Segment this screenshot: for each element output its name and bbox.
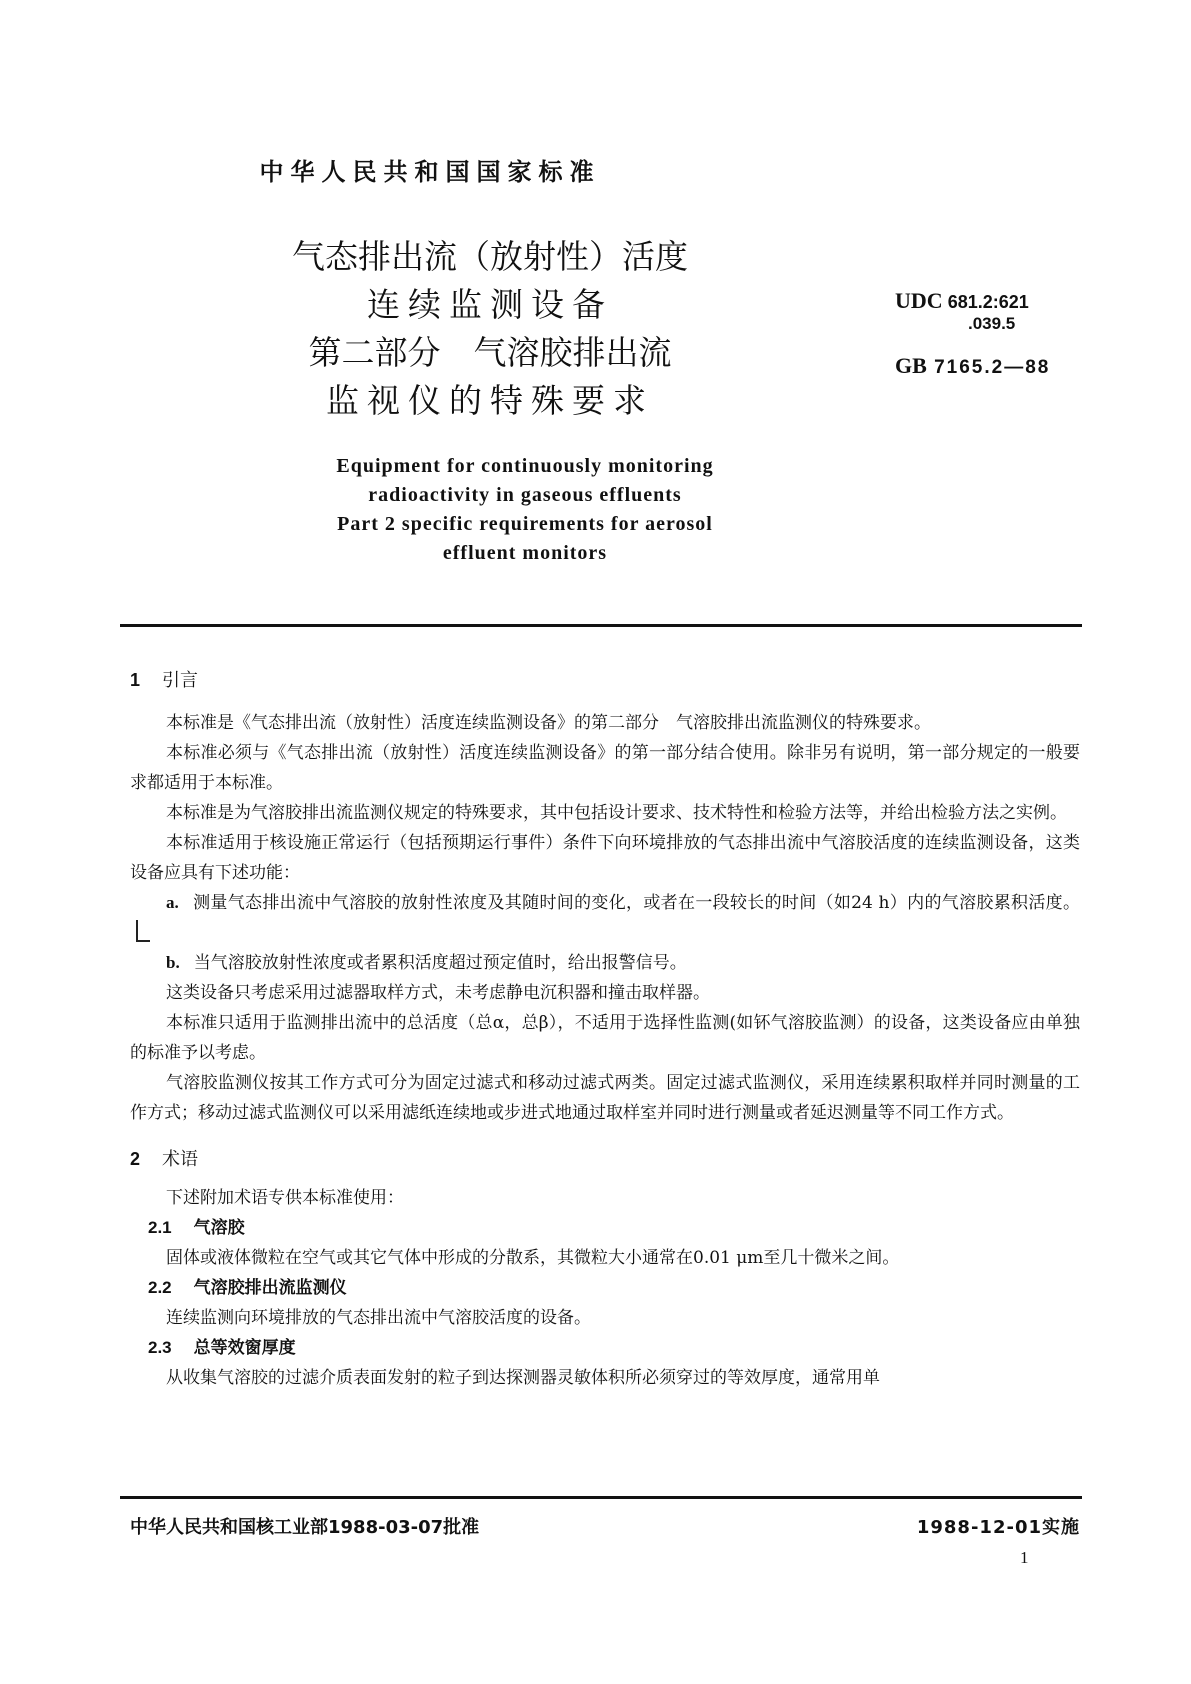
term-name: 气溶胶排出流监测仪 [193, 1278, 347, 1298]
approval-info: 中华人民共和国核工业部1988-03-07批准 [130, 1517, 480, 1538]
udc-label: UDC [895, 288, 943, 313]
en-title-line-4: effluent monitors [442, 542, 608, 564]
classification-codes [895, 290, 1095, 379]
udc-value-cont: .039.5 [968, 314, 1016, 333]
page-number: 1 [1020, 1548, 1029, 1567]
paragraph: 本标准只适用于监测排出流中的总活度（总α，总β），不适用于选择性监测(如钚气溶胶监测）的设备，这类设备应由单独的标准予以考虑。 [130, 1013, 1080, 1063]
section-2-heading [130, 1146, 1080, 1173]
term-name: 气溶胶 [193, 1218, 245, 1238]
section-title: 术语 [162, 1149, 199, 1170]
paragraph: 本标准适用于核设施正常运行（包括预期运行事件）条件下向环境排放的气态排出流中气溶胶活度的连续监测设备，这类设备应具有下述功能： [130, 833, 1080, 883]
paragraph: 本标准是《气态排出流（放射性）活度连续监测设备》的第二部分 气溶胶排出流监测仪的特殊要求。 [166, 713, 931, 733]
chinese-title [240, 233, 740, 425]
paragraph: 下述附加术语专供本标准使用： [166, 1188, 404, 1208]
section-number: 1 [130, 670, 141, 690]
term-definition: 从收集气溶胶的过滤介质表面发射的粒子到达探测器灵敏体积所必须穿过的等效厚度，通常用单 [166, 1368, 880, 1388]
effective-date: 1988-12-01实施 [916, 1517, 1080, 1538]
list-item-a [130, 888, 1080, 948]
gb-value: 7165.2—88 [934, 357, 1051, 378]
item-label: a. [166, 893, 179, 912]
english-title [250, 452, 800, 568]
udc-code [895, 290, 1095, 313]
title-line-3: 第二部分 气溶胶排出流 [308, 333, 672, 372]
item-text: 测量气态排出流中气溶胶的放射性浓度及其随时间的变化，或者在一段较长的时间（如24 h）内的气溶胶累积活度。 [192, 893, 1080, 913]
udc-value: 681.2:621 [947, 292, 1029, 312]
paragraph: 本标准是为气溶胶排出流监测仪规定的特殊要求，其中包括设计要求、技术特性和检验方法等，并给出检验方法之实例。 [166, 803, 1067, 823]
en-title-line-1: Equipment for continuously monitoring [336, 455, 714, 477]
header-divider [120, 624, 1082, 627]
term-heading [130, 1213, 1080, 1243]
gb-code [895, 353, 1095, 379]
section-number: 2 [130, 1149, 141, 1169]
paragraph: 本标准必须与《气态排出流（放射性）活度连续监测设备》的第一部分结合使用。除非另有说明，第一部分规定的一般要求都适用于本标准。 [130, 743, 1080, 793]
en-title-line-3: Part 2 specific requirements for aerosol [337, 513, 713, 535]
section-1-heading [130, 667, 1080, 694]
en-title-line-2: radioactivity in gaseous effluents [368, 484, 682, 506]
gb-label: GB [895, 353, 927, 378]
paragraph: 气溶胶监测仪按其工作方式可分为固定过滤式和移动过滤式两类。固定过滤式监测仪，采用连续累积取样并同时测量的工作方式；移动过滤式监测仪可以采用滤纸连续地或步进式地通过取样室并同时进行测量或者延迟测量等不同工作方式。 [130, 1073, 1080, 1123]
term-heading [130, 1273, 1080, 1303]
term-definition: 固体或液体微粒在空气或其它气体中形成的分散系，其微粒大小通常在0.01 μm至几十微米之间。 [166, 1248, 900, 1268]
item-text: 当气溶胶放射性浓度或者累积活度超过预定值时，给出报警信号。 [193, 953, 687, 973]
section-title: 引言 [162, 670, 199, 691]
term-definition: 连续监测向环境排放的气态排出流中气溶胶活度的设备。 [166, 1308, 591, 1328]
term-number: 2.3 [148, 1338, 172, 1357]
footer-divider [120, 1496, 1082, 1499]
handwritten-mark-icon [136, 920, 150, 942]
title-line-1: 气态排出流（放射性）活度 [292, 237, 688, 276]
list-item-b [130, 948, 1080, 978]
term-heading [130, 1333, 1080, 1363]
item-label: b. [166, 953, 180, 972]
paragraph: 这类设备只考虑采用过滤器取样方式，未考虑静电沉积器和撞击取样器。 [166, 983, 710, 1003]
title-line-4: 监视仪的特殊要求 [326, 381, 654, 420]
document-body [130, 667, 1080, 1393]
term-number: 2.2 [148, 1278, 172, 1297]
term-name: 总等效窗厚度 [193, 1338, 296, 1358]
title-line-2: 连续监测设备 [367, 285, 613, 324]
term-number: 2.1 [148, 1218, 172, 1237]
standard-type-header: 中华人民共和国国家标准 [259, 158, 601, 186]
